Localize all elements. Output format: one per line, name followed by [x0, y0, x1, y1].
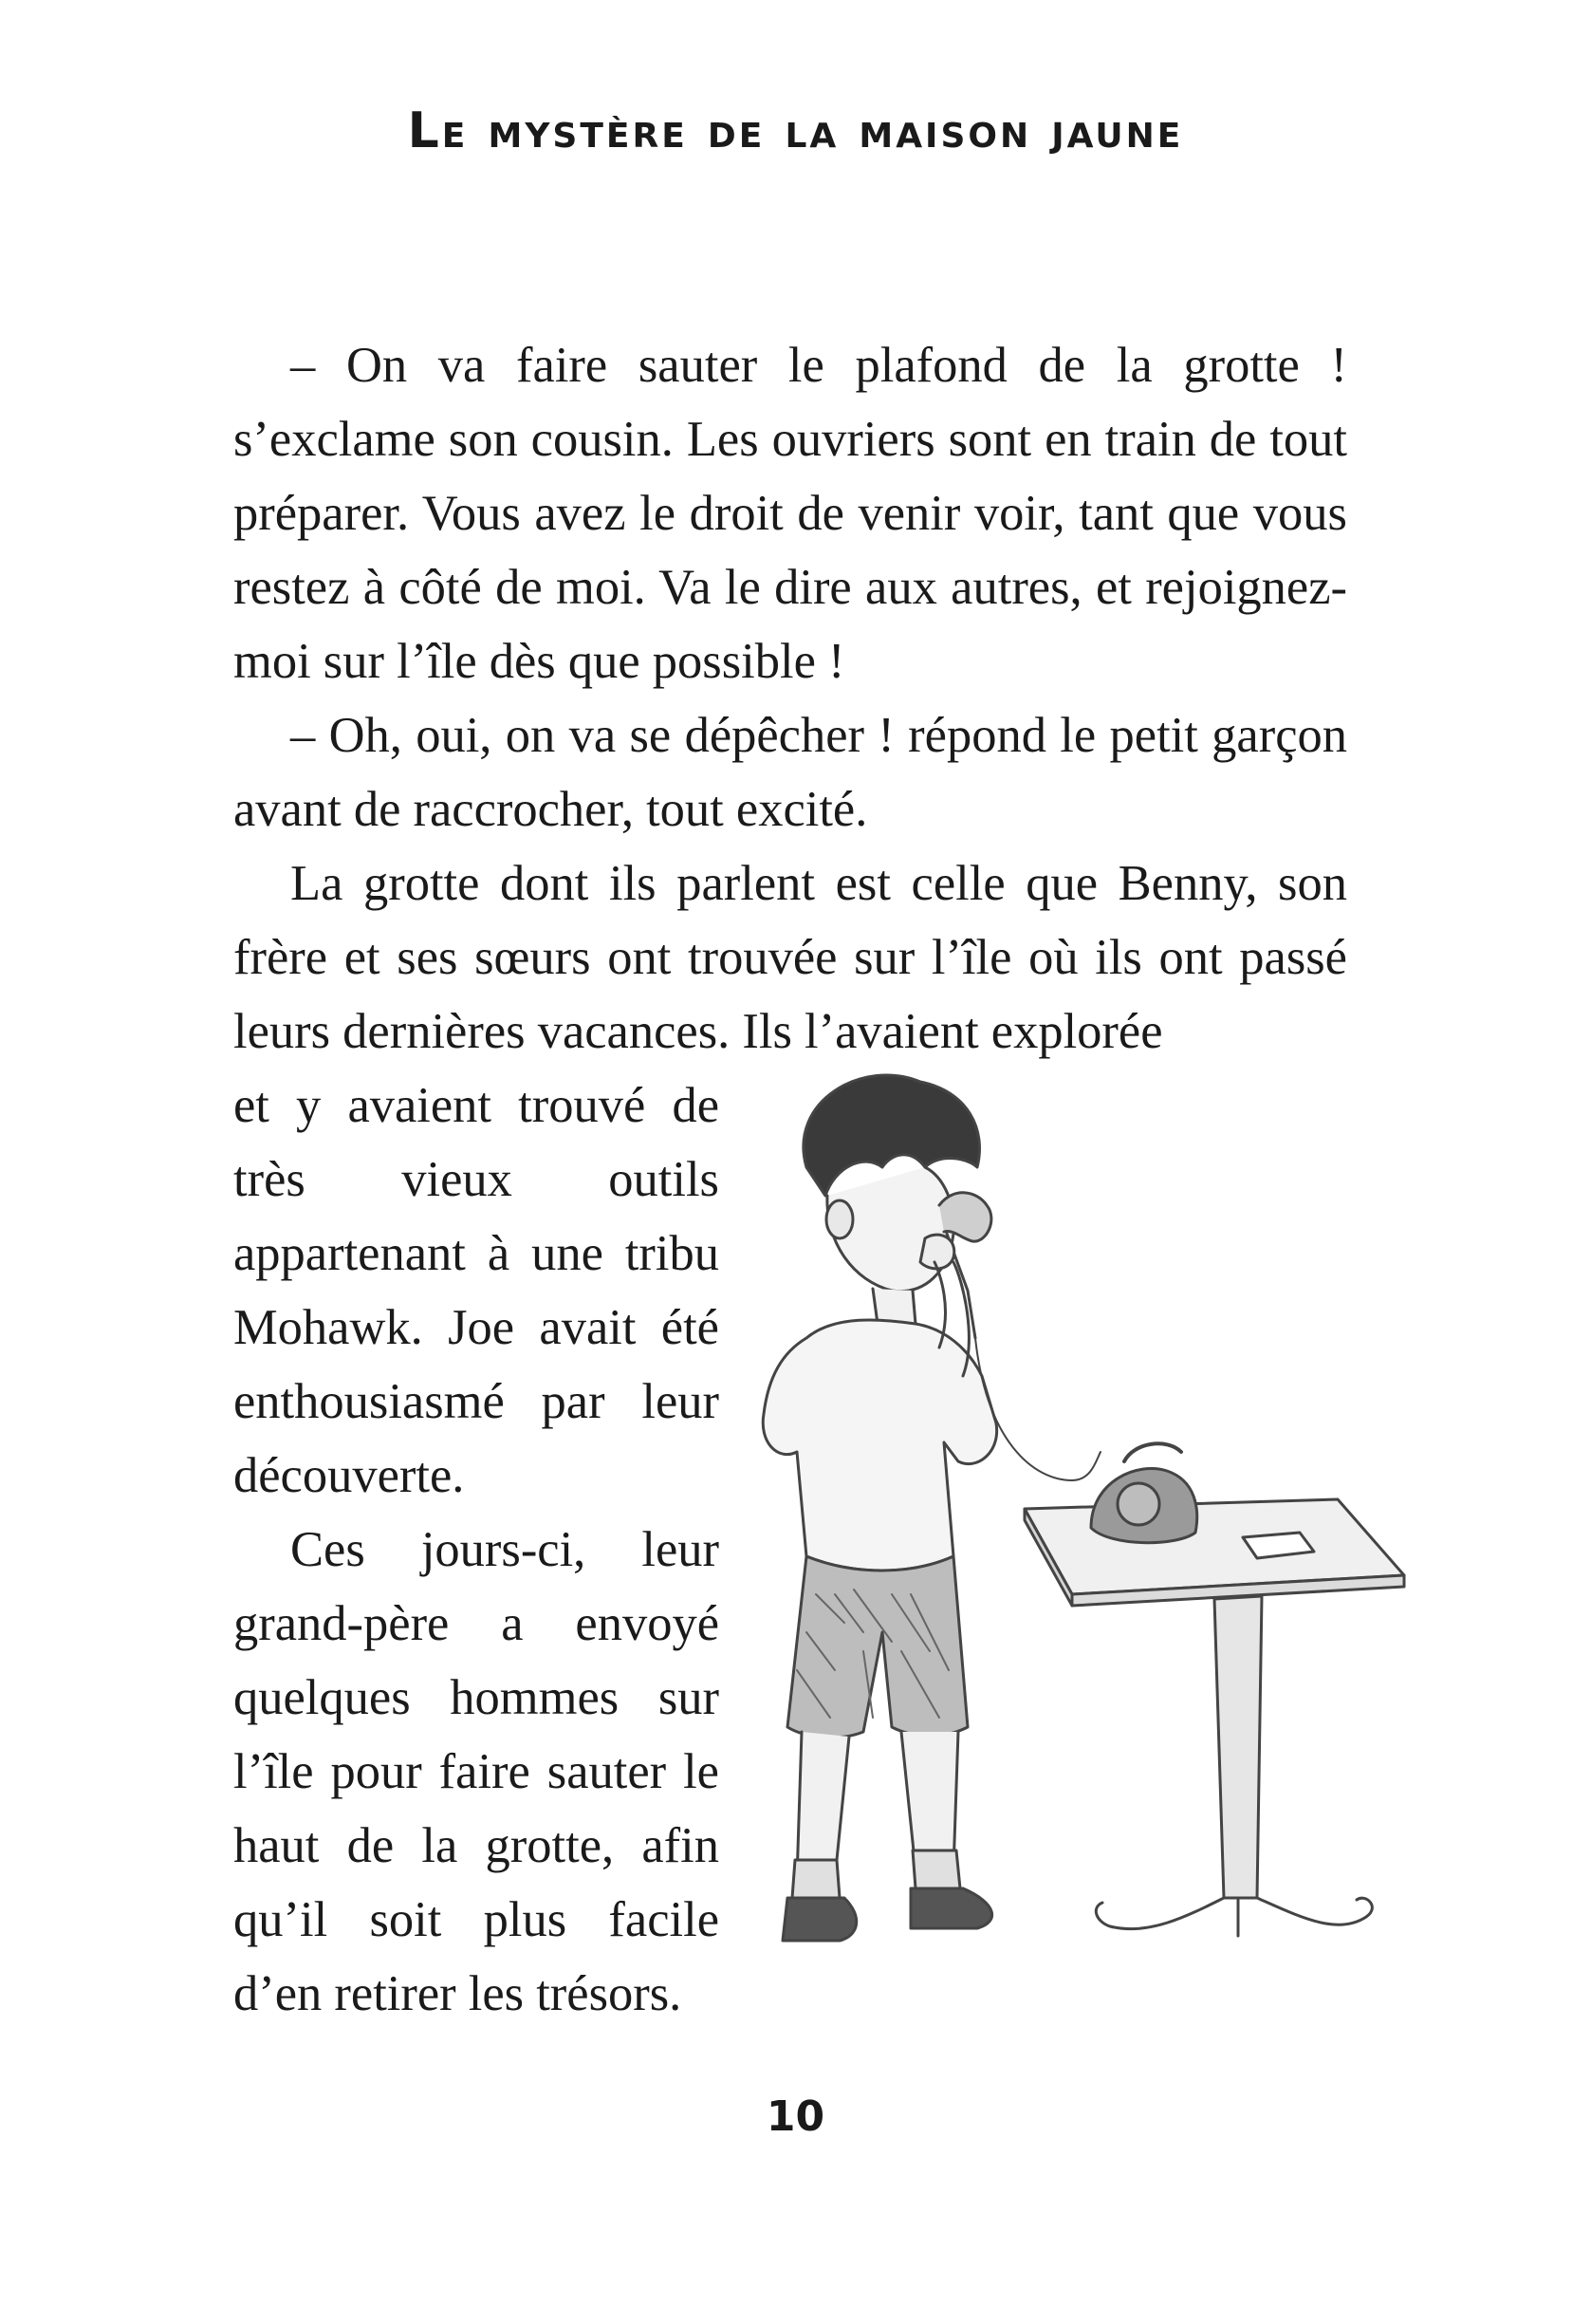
paragraph-1: – On va faire sauter le plafond de la grotte ! s’exclame son cousin. Les ouvriers sont en train de tout préparer. Vous avez le droit de venir voir, tant que vous restez à côté de moi. Va le dire aux autres, et rejoignez-moi sur l’île dès que possible ! — [233, 338, 1347, 689]
paragraph-3-continued: et y avaient trouvé de très vieux outils appartenant à une tribu Mohawk. Joe avait été enthousiasmé par leur découverte. — [233, 1078, 719, 1503]
paragraph-4: Ces jours-ci, leur grand-père a envoyé quelques hommes sur l’île pour faire sauter le haut de la grotte, afin qu’il soit plus facile d’en retirer les trésors. — [233, 1522, 719, 2021]
page-number: 10 — [766, 2092, 825, 2141]
paragraph-2: – Oh, oui, on va se dépêcher ! répond le petit garçon avant de raccrocher, tout excité. — [233, 708, 1347, 837]
paragraph-3: La grotte dont ils parlent est celle que Benny, son frère et ses sœurs ont trouvée sur l’île où ils ont passé leurs dernières vacances. Ils l’avaient explorée — [233, 856, 1347, 1059]
boy-on-telephone-illustration — [749, 1063, 1452, 2031]
running-header: Le mystère de la maison jaune — [407, 102, 1184, 159]
